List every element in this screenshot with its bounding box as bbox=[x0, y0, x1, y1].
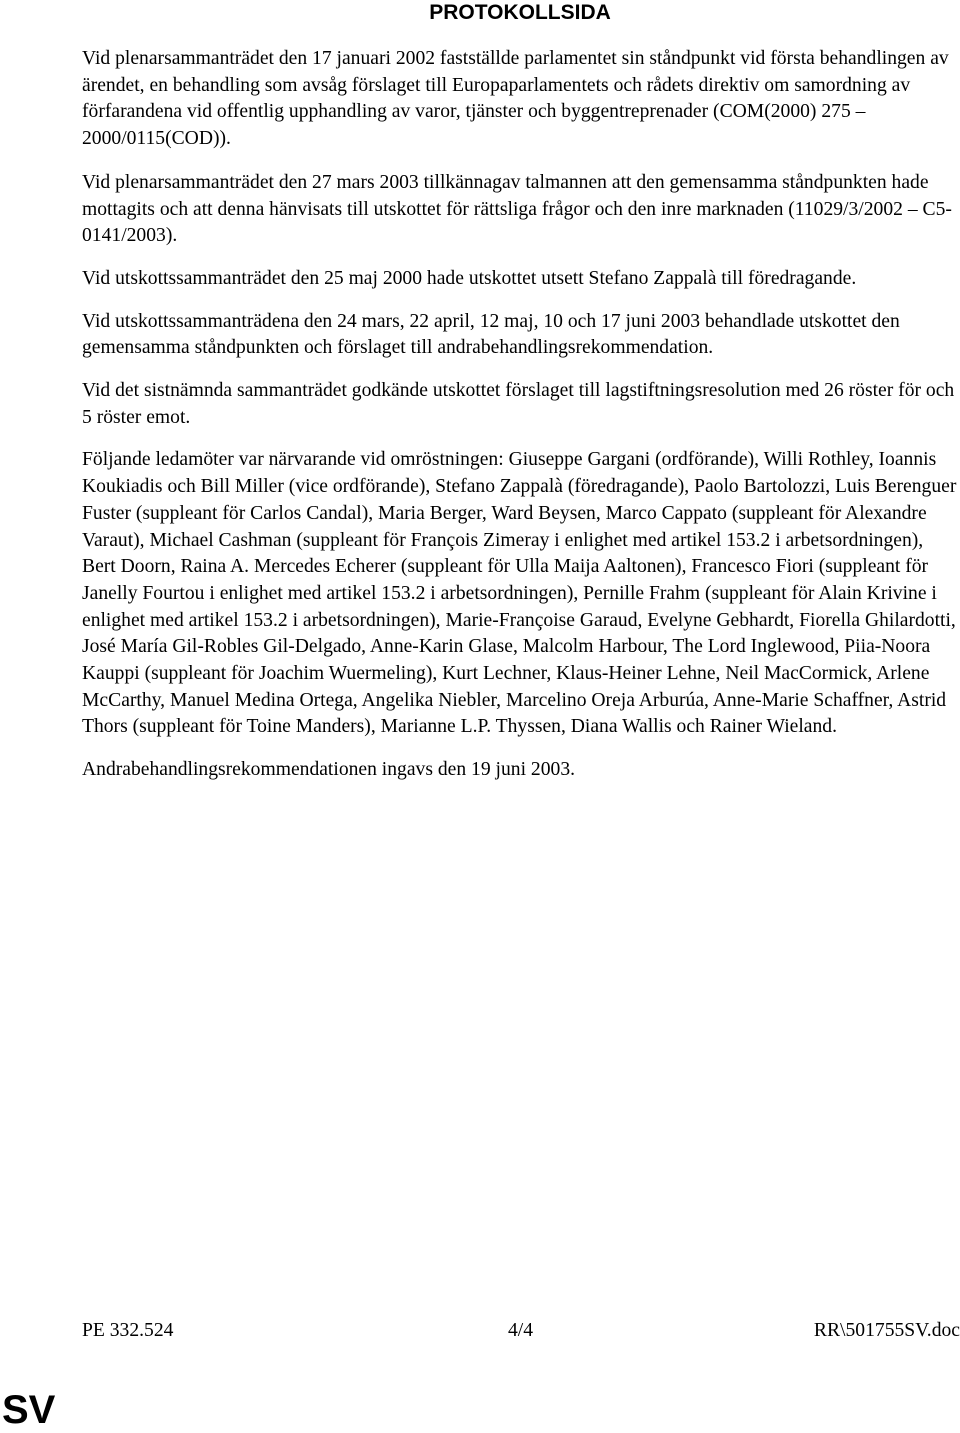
paragraph-rapporteur-appointed: Vid utskottssammanträdet den 25 maj 2000 hade utskottet utsett Stefano Zappalà till föredragande. bbox=[82, 267, 857, 289]
paragraph-tabled-date: Andrabehandlingsrekommendationen ingavs den 19 juni 2003. bbox=[82, 759, 576, 781]
paragraph-plenary-first-reading: Vid plenarsammanträdet den 17 januari 2002 fastställde parlamentet sin ståndpunkt vid första behandlingen av ärendet, en behandling som avsåg förslaget till Europaparlamentets och rådets direktiv om samordning av förfarandena vid offentlig upphandling av varor, tjänster och byggentreprenader (COM(2000) 275 – 2000/0115(COD)). bbox=[82, 48, 949, 150]
paragraph-vote-result: Vid det sistnämnda sammanträdet godkände utskottet förslaget till lagstiftningsresolution med 26 röster för och 5 röster emot. bbox=[82, 380, 955, 428]
footer-document-name: RR\501755SV.doc bbox=[813, 1320, 960, 1341]
footer-reference: PE 332.524 bbox=[82, 1320, 174, 1341]
footer-page-number: 4/4 bbox=[508, 1320, 534, 1341]
document-body bbox=[82, 46, 960, 800]
paragraph-common-position-received: Vid plenarsammanträdet den 27 mars 2003 tillkännagav talmannen att den gemensamma ståndpunkten hade mottagits och att denna hänvisats till utskottet för rättsliga frågor och den inre marknaden (11029/3/2002 – C5-0141/2003). bbox=[82, 171, 952, 247]
page-title: PROTOKOLLSIDA bbox=[429, 1, 611, 24]
paragraph-members-present: Följande ledamöter var närvarande vid omröstningen: Giuseppe Gargani (ordförande), Willi Rothley, Ioannis Koukiadis och Bill Miller (vice ordförande), Stefano Zappalà (föredragande), Paolo Bartolozzi, Luis Berenguer Fuster (suppleant för Carlos Candal), Maria Berger, Ward Beysen, Marco Cappato (suppleant för Alexandre Varaut), Michael Cashman (suppleant för François Zimeray i enlighet med artikel 153.2 i arbetsordningen), Bert Doorn, Raina A. Mercedes Echerer (suppleant för Ulla Maija Aaltonen), Francesco Fiori (suppleant för Janelly Fourtou i enlighet med artikel 153.2 i arbetsordningen), Pernille Frahm (suppleant för Alain Krivine i enlighet med artikel 153.2 i arbetsordningen), Marie-Françoise Garaud, Evelyne Gebhardt, Fiorella Ghilardotti, José María Gil-Robles Gil-Delgado, Anne-Karin Glase, Malcolm Harbour, The Lord Inglewood, Piia-Noora Kauppi (suppleant för Joachim Wuermeling), Kurt Lechner, Klaus-Heiner Lehne, Neil MacCormick, Arlene McCarthy, Manuel Medina Ortega, Angelika Niebler, Marcelino Oreja Arburúa, Anne-Marie Schaffner, Astrid Thors (suppleant för Toine Manders), Marianne L.P. Thyssen, Diana Wallis och Rainer Wieland. bbox=[82, 449, 957, 738]
language-code: SV bbox=[2, 1388, 56, 1432]
paragraph-committee-meetings: Vid utskottssammanträdena den 24 mars, 22 april, 12 maj, 10 och 17 juni 2003 behandlade utskottet den gemensamma ståndpunkten och förslaget till andrabehandlingsrekommendation. bbox=[82, 310, 900, 359]
